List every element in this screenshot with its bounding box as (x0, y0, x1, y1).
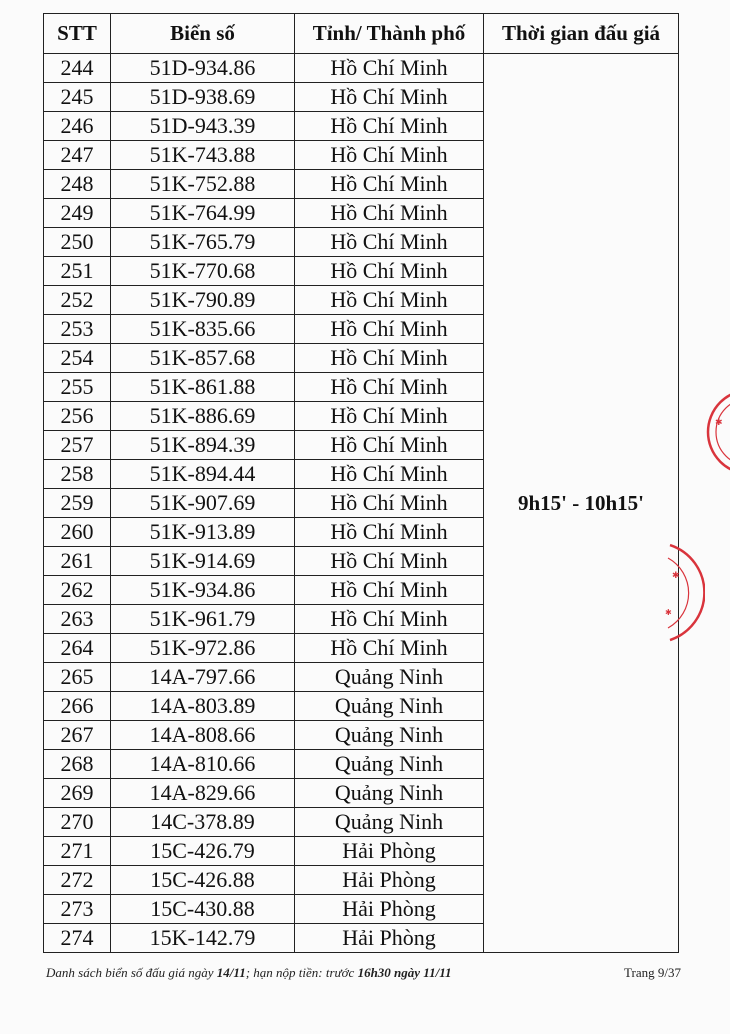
row-province: Hải Phòng (295, 837, 484, 866)
row-plate: 14C-378.89 (111, 808, 295, 837)
footer-text-2: ; hạn nộp tiền: trước (245, 965, 358, 980)
footer-deadline: 16h30 ngày 11/11 (357, 965, 452, 980)
row-province: Quảng Ninh (295, 692, 484, 721)
table-row (44, 54, 679, 83)
row-stt: 248 (44, 170, 111, 199)
row-plate: 51D-943.39 (111, 112, 295, 141)
row-stt: 252 (44, 286, 111, 315)
row-plate: 51K-914.69 (111, 547, 295, 576)
row-stt: 255 (44, 373, 111, 402)
row-plate: 51K-913.89 (111, 518, 295, 547)
row-stt: 262 (44, 576, 111, 605)
row-province: Hồ Chí Minh (295, 228, 484, 257)
row-stt: 258 (44, 460, 111, 489)
row-plate: 51K-765.79 (111, 228, 295, 257)
row-stt: 250 (44, 228, 111, 257)
table-header-row (44, 14, 679, 54)
row-province: Hồ Chí Minh (295, 141, 484, 170)
row-plate: 51K-764.99 (111, 199, 295, 228)
row-plate: 51K-752.88 (111, 170, 295, 199)
row-province: Hồ Chí Minh (295, 373, 484, 402)
row-stt: 269 (44, 779, 111, 808)
row-stt: 270 (44, 808, 111, 837)
row-stt: 254 (44, 344, 111, 373)
row-stt: 246 (44, 112, 111, 141)
header-province: Tỉnh/ Thành phố (295, 14, 484, 54)
row-province: Hồ Chí Minh (295, 634, 484, 663)
row-stt: 264 (44, 634, 111, 663)
row-stt: 244 (44, 54, 111, 83)
row-province: Hồ Chí Minh (295, 431, 484, 460)
row-stt: 260 (44, 518, 111, 547)
row-plate: 14A-810.66 (111, 750, 295, 779)
svg-text:✱: ✱ (715, 418, 723, 428)
row-stt: 266 (44, 692, 111, 721)
red-seal-stamp-bottom (660, 540, 705, 645)
row-stt: 249 (44, 199, 111, 228)
row-stt: 259 (44, 489, 111, 518)
row-province: Hải Phòng (295, 895, 484, 924)
row-plate: 14A-797.66 (111, 663, 295, 692)
red-seal-stamp-top (700, 385, 730, 480)
row-plate: 51K-961.79 (111, 605, 295, 634)
row-province: Hải Phòng (295, 924, 484, 953)
row-plate: 51K-972.86 (111, 634, 295, 663)
svg-text:✱: ✱ (672, 571, 680, 581)
row-stt: 257 (44, 431, 111, 460)
row-province: Hồ Chí Minh (295, 344, 484, 373)
row-province: Hồ Chí Minh (295, 402, 484, 431)
row-plate: 51K-835.66 (111, 315, 295, 344)
row-stt: 253 (44, 315, 111, 344)
row-plate: 51D-938.69 (111, 83, 295, 112)
row-stt: 247 (44, 141, 111, 170)
row-province: Hồ Chí Minh (295, 199, 484, 228)
row-province: Quảng Ninh (295, 808, 484, 837)
row-plate: 51K-886.69 (111, 402, 295, 431)
header-auction-time: Thời gian đấu giá (484, 14, 679, 54)
row-plate: 14A-829.66 (111, 779, 295, 808)
row-plate: 51K-934.86 (111, 576, 295, 605)
row-plate: 51K-743.88 (111, 141, 295, 170)
row-plate: 51K-861.88 (111, 373, 295, 402)
header-plate: Biển số (111, 14, 295, 54)
header-stt: STT (44, 14, 111, 54)
row-stt: 256 (44, 402, 111, 431)
row-stt: 251 (44, 257, 111, 286)
row-plate: 15C-426.88 (111, 866, 295, 895)
row-stt: 268 (44, 750, 111, 779)
row-stt: 272 (44, 866, 111, 895)
row-plate: 51K-894.44 (111, 460, 295, 489)
row-province: Quảng Ninh (295, 750, 484, 779)
row-stt: 273 (44, 895, 111, 924)
row-stt: 261 (44, 547, 111, 576)
row-plate: 15K-142.79 (111, 924, 295, 953)
row-plate: 51K-790.89 (111, 286, 295, 315)
row-plate: 14A-803.89 (111, 692, 295, 721)
row-province: Hồ Chí Minh (295, 315, 484, 344)
row-province: Hồ Chí Minh (295, 489, 484, 518)
row-province: Hồ Chí Minh (295, 576, 484, 605)
row-plate: 51K-907.69 (111, 489, 295, 518)
svg-text:✱: ✱ (665, 608, 672, 617)
auction-table (43, 13, 679, 953)
row-stt: 265 (44, 663, 111, 692)
row-stt: 271 (44, 837, 111, 866)
row-plate: 15C-426.79 (111, 837, 295, 866)
auction-time-slot: 9h15' - 10h15' (484, 54, 679, 953)
row-province: Hải Phòng (295, 866, 484, 895)
row-stt: 263 (44, 605, 111, 634)
row-province: Hồ Chí Minh (295, 605, 484, 634)
row-plate: 51D-934.86 (111, 54, 295, 83)
footer-auction-date: 14/11 (216, 965, 246, 980)
row-stt: 245 (44, 83, 111, 112)
row-plate: 15C-430.88 (111, 895, 295, 924)
row-province: Hồ Chí Minh (295, 460, 484, 489)
row-plate: 14A-808.66 (111, 721, 295, 750)
page-number: Trang 9/37 (624, 965, 681, 980)
row-province: Quảng Ninh (295, 663, 484, 692)
row-province: Hồ Chí Minh (295, 54, 484, 83)
row-province: Hồ Chí Minh (295, 518, 484, 547)
footer-text-1: Danh sách biển số đấu giá ngày (46, 965, 217, 980)
row-province: Quảng Ninh (295, 779, 484, 808)
row-province: Hồ Chí Minh (295, 112, 484, 141)
row-plate: 51K-770.68 (111, 257, 295, 286)
row-province: Hồ Chí Minh (295, 257, 484, 286)
footer-note (46, 965, 452, 981)
row-plate: 51K-857.68 (111, 344, 295, 373)
row-stt: 267 (44, 721, 111, 750)
row-stt: 274 (44, 924, 111, 953)
row-plate: 51K-894.39 (111, 431, 295, 460)
row-province: Hồ Chí Minh (295, 286, 484, 315)
row-province: Hồ Chí Minh (295, 547, 484, 576)
row-province: Hồ Chí Minh (295, 83, 484, 112)
row-province: Quảng Ninh (295, 721, 484, 750)
row-province: Hồ Chí Minh (295, 170, 484, 199)
